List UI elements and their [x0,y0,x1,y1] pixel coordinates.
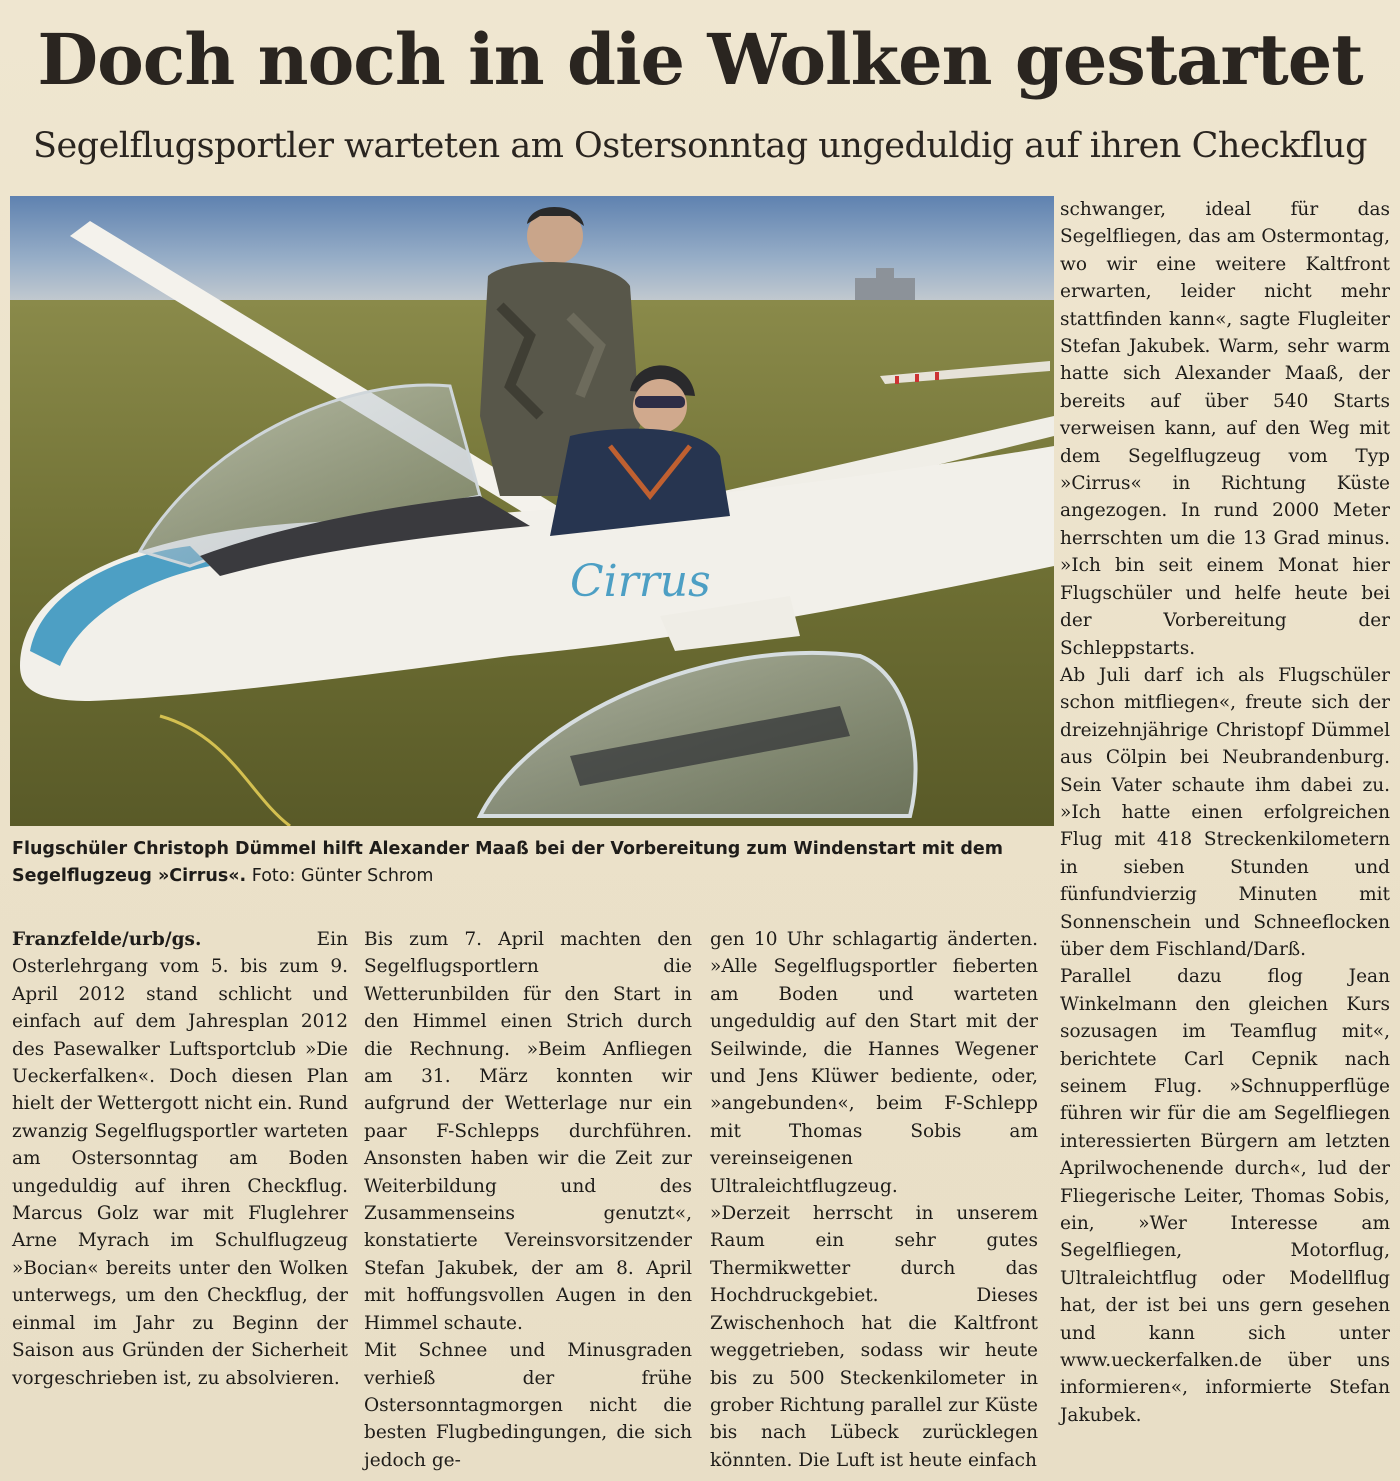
paragraph: gen 10 Uhr schlagartig änderten. »Alle Segelflugsportler fieberten am Boden und warteten ungeduldig auf den Start mit der Seilwinde, die Hannes Wegener und Jens Klüwer bediente, oder, »angebunden«, beim F-Schlepp mit Thomas Sobis am vereinseigenen Ultraleichtflugzeug. [710,929,1038,1197]
article-subheadline: Segelflugsportler warteten am Ostersonntag ungeduldig auf ihren Checkflug [32,126,1368,166]
article-column-3 [710,926,1038,1474]
paragraph: Mit Schnee und Minusgraden verhieß der frühe Ostersonntagmorgen nicht die besten Flugbedingungen, die sich jedoch ge- [364,1340,692,1471]
paragraph: schwanger, ideal für das Segelfliegen, das am Ostermontag, wo wir eine weitere Kaltfront erwarten, leider nicht mehr stattfinden kann«, sagte Flugleiter Stefan Jakubek. Warm, sehr warm hatte sich Alexander Maaß, der bereits auf über 540 Starts verweisen kann, auf den Weg mit dem Segelflugzeug vom Typ »Cirrus« in Richtung Küste angezogen. In rund 2000 Meter herrschten um die 13 Grad minus. »Ich bin seit einem Monat hier Flugschüler und helfe heute bei der Vorbereitung der Schleppstarts. [1060,199,1390,659]
article-column-4 [1060,196,1390,1429]
dateline: Franzfelde/urb/gs. [12,929,202,950]
photo-caption [12,836,1052,890]
photo-credit: Foto: Günter Schrom [251,866,434,886]
paragraph [12,926,348,1392]
paragraph: Bis zum 7. April machten den Segelflugsportlern die Wetterunbilden für den Start in den Himmel einen Strich durch die Rechnung. »Beim Anfliegen am 31. März konnten wir aufgrund der Wetterlage nur ein paar F-Schlepps durchführen. Ansonsten haben wir die Zeit zur Weiterbildung und des Zusammenseins genutzt«, konstatierte Vereinsvorsitzender Stefan Jakubek, der am 8. April mit hoffungsvollen Augen in den Himmel schaute. [364,929,692,1334]
glider-photo-illustration [10,196,1054,826]
paragraph: Ab Juli darf ich als Flugschüler schon mitfliegen«, freute sich der dreizehnjährige Christopf Dümmel aus Cölpin bei Neubrandenburg. Sein Vater schaute ihm dabei zu. »Ich hatte einen erfolgreichen Flug mit 418 Streckenkilometern in sieben Stunden und fünfundvierzig Minuten mit Sonnenschein und Schneeflocken über dem Fischland/Darß. [1060,664,1390,960]
article-headline: Doch noch in die Wolken gestartet [37,18,1363,101]
paragraph-text: Ein Osterlehrgang vom 5. bis zum 9. April 2012 stand schlicht und einfach auf dem Jahresplan 2012 des Pasewalker Luftsportclub »Die Ueckerfalken«. Doch diesen Plan hielt der Wettergott nicht ein. Rund zwanzig Segelflugsportler warteten am Ostersonntag am Boden ungeduldig auf ihren Checkflug. Marcus Golz war mit Fluglehrer Arne Myrach im Schulflugzeug »Bocian« bereits unter den Wolken unterwegs, um den Checkflug, der einmal im Jahr zu Beginn der Saison aus Gründen der Sicherheit vorgeschrieben ist, zu absolvieren. [12,929,348,1389]
article-column-1 [12,926,348,1392]
article-column-2 [364,926,692,1474]
paragraph: »Derzeit herrscht in unserem Raum ein sehr gutes Thermikwetter durch das Hochdruckgebiet. Dieses Zwischenhoch hat die Kaltfront weggetrieben, sodass wir heute bis zu 500 Steckenkilometer in grober Richtung parallel zur Küste bis nach Lübeck zurücklegen könnten. Die Luft ist heute einfach [710,1203,1038,1471]
article-photo [10,196,1054,826]
paragraph: Parallel dazu flog Jean Winkelmann den gleichen Kurs sozusagen im Teamflug mit«, berichtete Carl Cepnik nach seinem Flug. »Schnupperflüge führen wir für die am Segelfliegen interessierten Bürgern am letzten Aprilwochenende durch«, lud der Fliegerische Leiter, Thomas Sobis, ein, »Wer Interesse am Segelfliegen, Motorflug, Ultraleichtflug oder Modellflug hat, der ist bei uns gern gesehen und kann sich unter www.ueckerfalken.de über uns informieren«, informierte Stefan Jakubek. [1060,966,1390,1426]
caption-text: Flugschüler Christoph Dümmel hilft Alexander Maaß bei der Vorbereitung zum Windenstart mit dem Segelflugzeug »Cirrus«. [12,839,1004,886]
fuselage-lettering: Cirrus [570,556,711,607]
